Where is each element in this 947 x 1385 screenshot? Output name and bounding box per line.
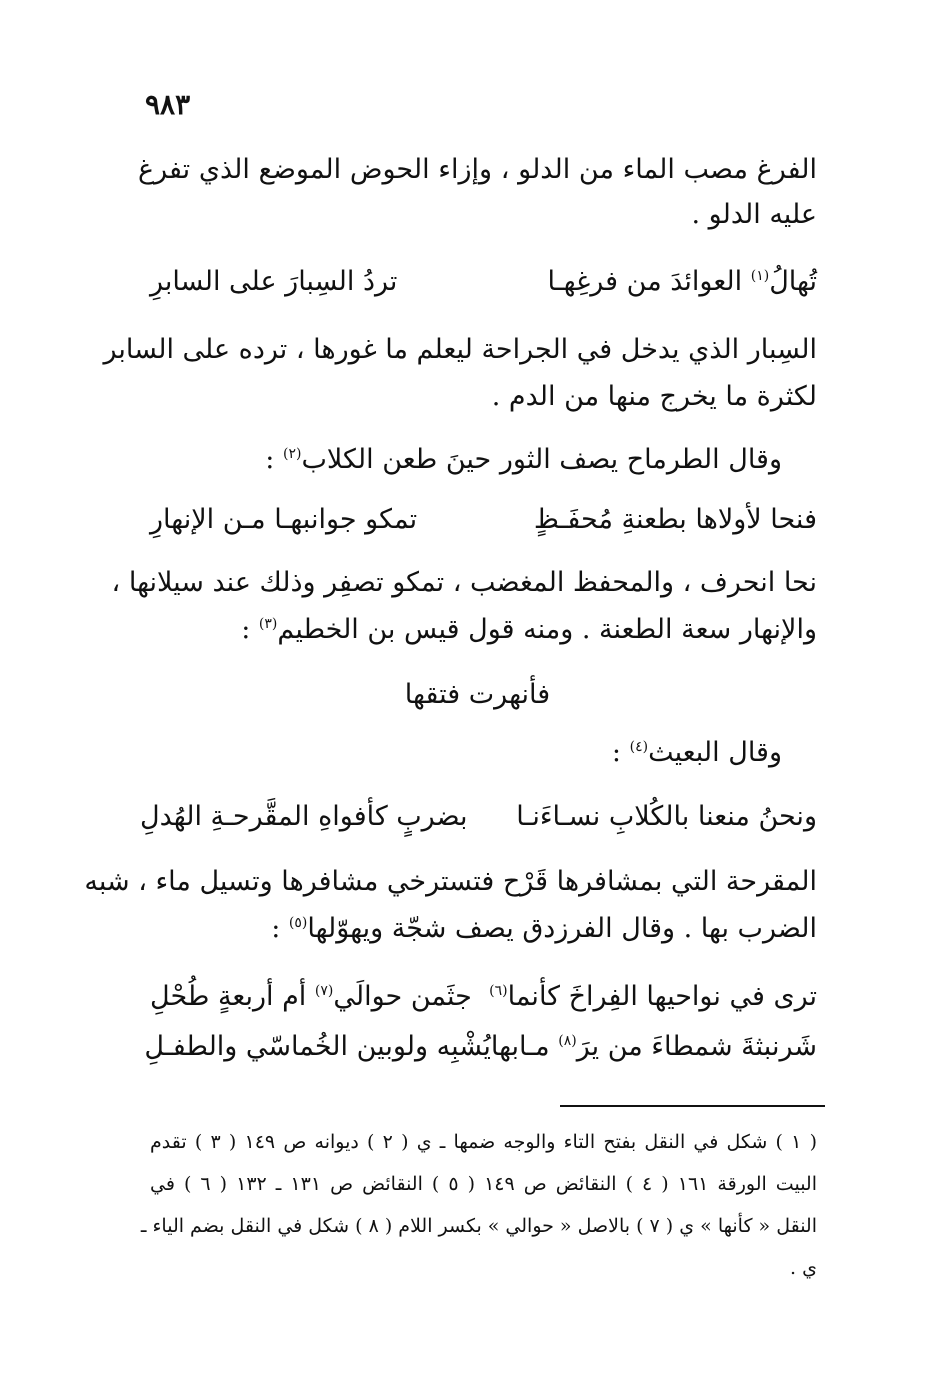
footnote-ref: (٢) — [282, 446, 302, 462]
verse-hemistich-right: شَرنبثةَ شمطاءَ من يرَ$^{(٨)}$ مـابها — [490, 1031, 817, 1062]
footnote-ref: (٧) — [314, 983, 334, 999]
footnote-line: النقل « كأنها » ي ( ٧ ) بالاصل « حوالي » بكسر اللام ( ٨ ) شكل في النقل بضم الياء ـ — [140, 1215, 817, 1237]
footnote-ref: (٣) — [258, 616, 278, 632]
centered-verse: فأنهرت فتقها — [404, 679, 551, 710]
verse-hemistich-left: يُشْبِه ولوبين الخُماسّي والطفـلِ — [144, 1031, 491, 1062]
footnote-line: البيت الورقة ١٦١ ( ٤ ) النقائض ص ١٤٩ ( ٥ ) النقائض ص ١٣١ ـ ١٣٢ ( ٦ ) في — [150, 1173, 817, 1195]
footnote-ref: (٦) — [489, 983, 508, 999]
paragraph-line: وقال البعيث$^{(٤)}$ : — [611, 737, 782, 768]
paragraph-line: السِبار الذي يدخل في الجراحة ليعلم ما غورها ، ترده على السابر — [103, 334, 817, 365]
paragraph-line: لكثرة ما يخرج منها من الدم . — [491, 381, 817, 412]
paragraph-line: والإنهار سعة الطعنة . ومنه قول قيس بن الخطيم$^{(٣)}$ : — [241, 614, 817, 645]
verse-hemistich-left: تمكو جوانبهـا مـن الإنهارِ — [150, 504, 418, 535]
paragraph-line: عليه الدلو . — [691, 199, 817, 230]
footnote-divider — [560, 1105, 825, 1107]
footnote-ref: (٥) — [288, 915, 308, 931]
footnote-ref: (٤) — [629, 739, 649, 755]
footnote-line: ي . — [790, 1257, 817, 1279]
footnote-ref: (٨) — [558, 1033, 577, 1049]
footnote-line: ( ١ ) شكل في النقل بفتح التاء والوجه ضمها ـ ي ( ٢ ) ديوانه ص ١٤٩ ( ٣ ) تقدم — [150, 1131, 818, 1153]
paragraph-line: المقرحة التي بمشافرها قَرْح فتسترخي مشافرها وتسيل ماء ، شبه — [84, 866, 817, 897]
verse-hemistich-left: بضربٍ كأفواهِ المقَّرحـةِ الهُدلِ — [140, 801, 468, 832]
paragraph-line: وقال الطرماح يصف الثور حينَ طعن الكلاب$^{(٢)}$ : — [265, 444, 782, 475]
paragraph-line: الضرب بها . وقال الفرزدق يصف شجّة ويهوّلها$^{(٥)}$ : — [271, 913, 817, 944]
verse-line — [140, 797, 817, 837]
verse-hemistich-left: تردُ السِبارَ على السابرِ — [150, 266, 398, 297]
verse-line — [150, 262, 817, 302]
paragraph-line: نحا انحرف ، والمحفظ المغضب ، تمكو تصفِر وذلك عند سيلانها ، — [111, 567, 817, 598]
verse-hemistich-right: ترى في نواحيها الفِراخَ كأنما$^{(٦)}$ — [489, 981, 817, 1012]
page-number: ٩٨٣ — [145, 88, 191, 121]
verse-hemistich-right: ونحنُ منعنا بالكُلابِ نسـاءَنـا — [516, 801, 817, 832]
verse-hemistich-left: جثَمن حوالَي$^{(٧)}$ أم أربعةٍ طُحْلِ — [150, 981, 472, 1012]
verse-line — [150, 500, 817, 540]
verse-line — [150, 977, 817, 1017]
verse-hemistich-right: فنحا لأولاها بطعنةِ مُحفَـظٍ — [533, 504, 817, 535]
verse-hemistich-right: تُهالُ$^{(١)}$ العوائدَ من فرغِهـا — [547, 266, 817, 297]
paragraph-line: الفرغ مصب الماء من الدلو ، وإزاء الحوض الموضع الذي تفرغ — [138, 154, 817, 185]
verse-line — [144, 1027, 817, 1067]
footnote-ref: (١) — [750, 268, 770, 284]
